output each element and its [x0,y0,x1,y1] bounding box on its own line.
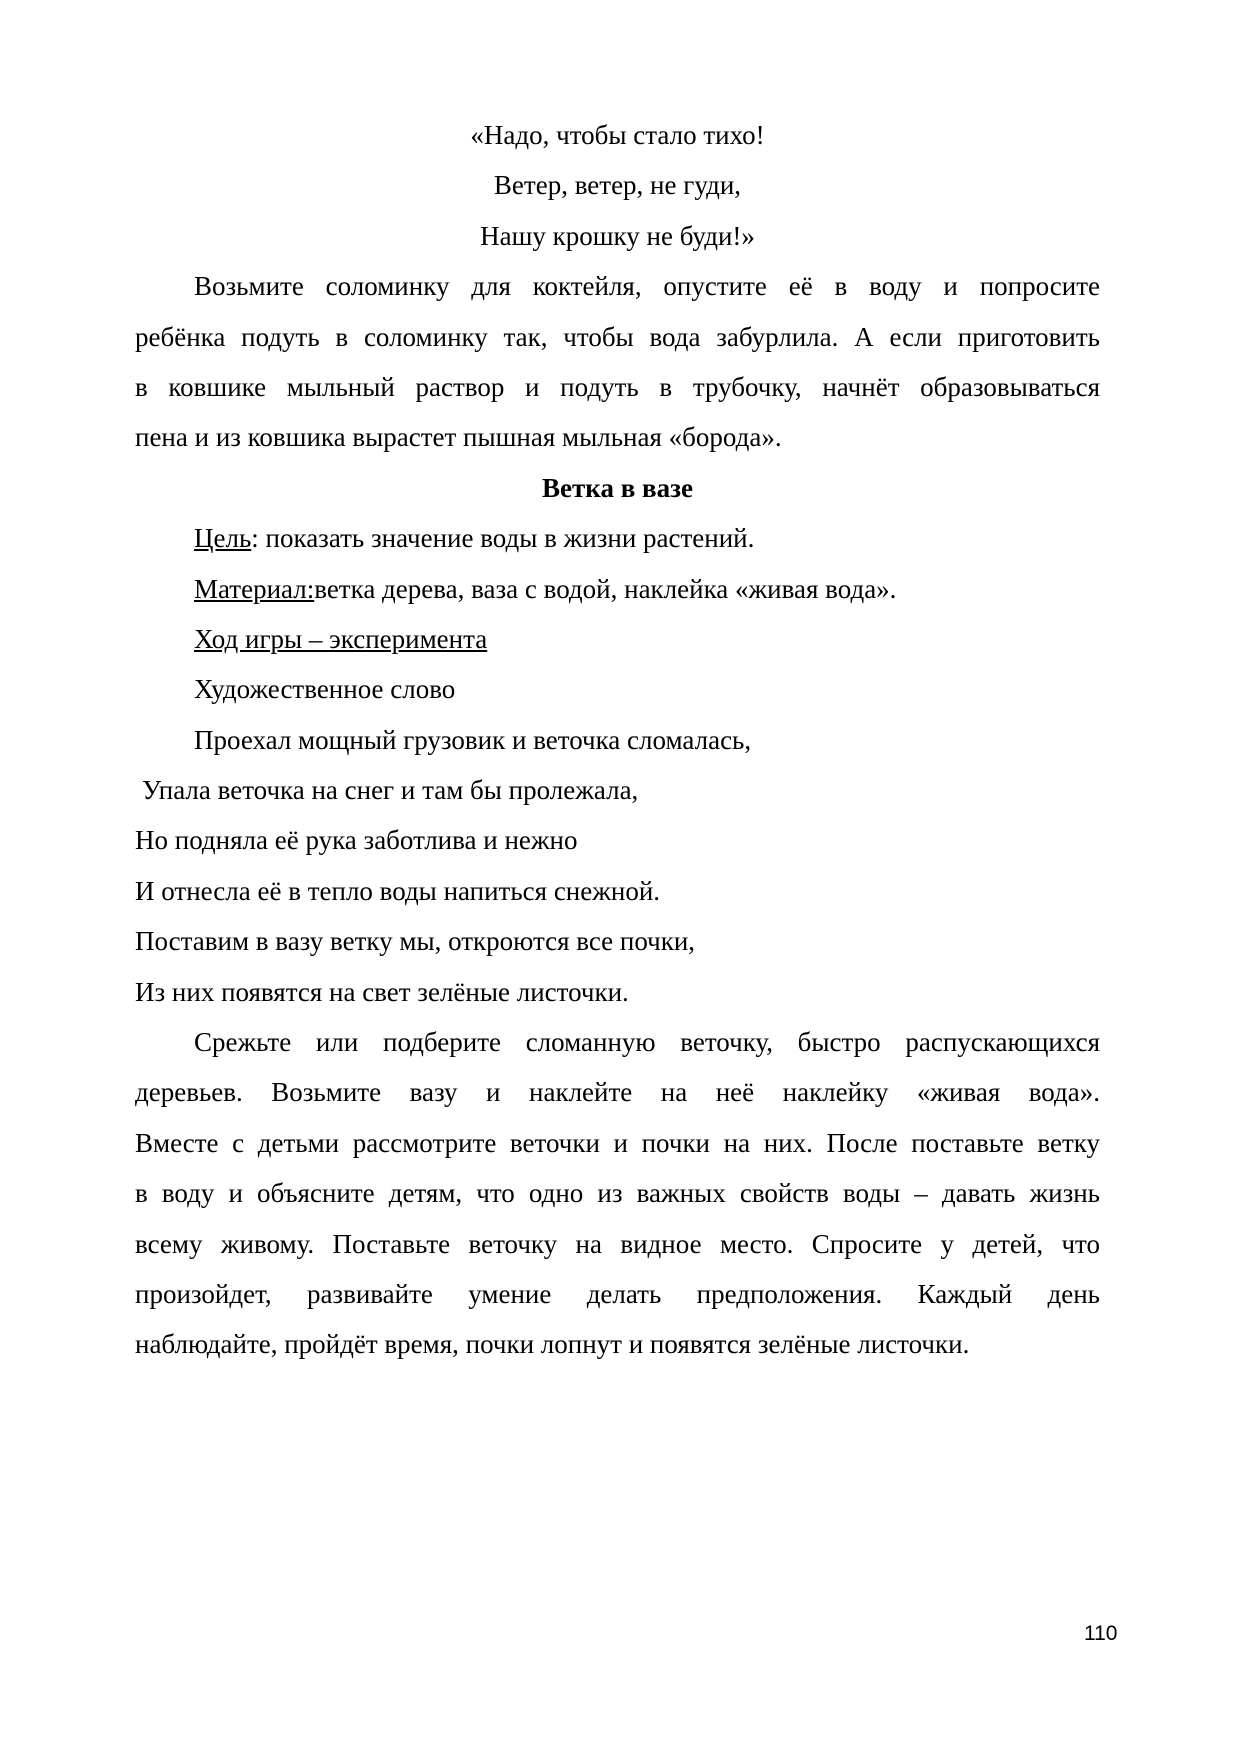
procedure-label: Ход игры – эксперимента [194,623,488,654]
paragraph1-line-4: пена и из ковшика вырастет пышная мыльная «борода». [135,422,782,453]
section-title: Ветка в вазе [542,472,693,503]
goal-label: Цель [194,523,252,554]
paragraph2-line-2: деревьев. Возьмите вазу и наклейте на неё наклейку «живая вода». [135,1077,1100,1108]
poem2-line-2: Упала веточка на снег и там бы пролежала, [142,775,639,806]
material-text: ветка дерева, ваза с водой, наклейка «живая вода». [314,573,897,604]
poem-top-line-3: Нашу крошку не буди!» [480,220,755,251]
material-line [135,564,1100,614]
procedure-line [135,614,1100,664]
artistic-word-label: Художественное слово [194,674,456,705]
paragraph1-line-3: в ковшике мыльный раствор и подуть в трубочку, начнёт образовываться [135,371,1100,402]
document-page [135,110,1100,1370]
paragraph1-line-2: ребёнка подуть в соломинку так, чтобы вода забурлила. А если приготовить [135,321,1100,352]
goal-text: : показать значение воды в жизни растений. [251,523,755,554]
paragraph2-line-5: всему живому. Поставьте веточку на видное место. Спросите у детей, что [135,1228,1100,1259]
poem-top-line-2: Ветер, ветер, не гуди, [493,170,742,201]
paragraph2-line-7: наблюдайте, пройдёт время, почки лопнут и появятся зелёные листочки. [135,1329,970,1360]
paragraph1-line-1: Возьмите соломинку для коктейля, опустите её в воду и попросите [194,271,1100,302]
poem-top-line-1: «Надо, чтобы стало тихо! [470,120,765,150]
poem2-line-6: Из них появятся на свет зелёные листочки. [135,976,629,1007]
goal-line [135,513,1100,563]
poem2-line-1: Проехал мощный грузовик и веточка сломалась, [194,724,752,755]
poem2-line-3: Но подняла её рука заботлива и нежно [135,825,578,856]
paragraph2-line-6: произойдет, развивайте умение делать предположения. Каждый день [135,1278,1100,1309]
paragraph2-line-4: в воду и объясните детям, что одно из важных свойств воды – давать жизнь [135,1178,1100,1209]
page-number: 110 [1084,1622,1118,1645]
paragraph2-line-1: Срежьте или подберите сломанную веточку, быстро распускающихся [194,1027,1100,1058]
poem2-line-5: Поставим в вазу ветку мы, откроются все почки, [135,926,696,957]
paragraph2-line-3: Вместе с детьми рассмотрите веточки и почки на них. После поставьте ветку [135,1127,1100,1158]
poem2-line-4: И отнесла её в тепло воды напиться снежной. [135,875,661,906]
material-label: Материал: [194,573,315,604]
